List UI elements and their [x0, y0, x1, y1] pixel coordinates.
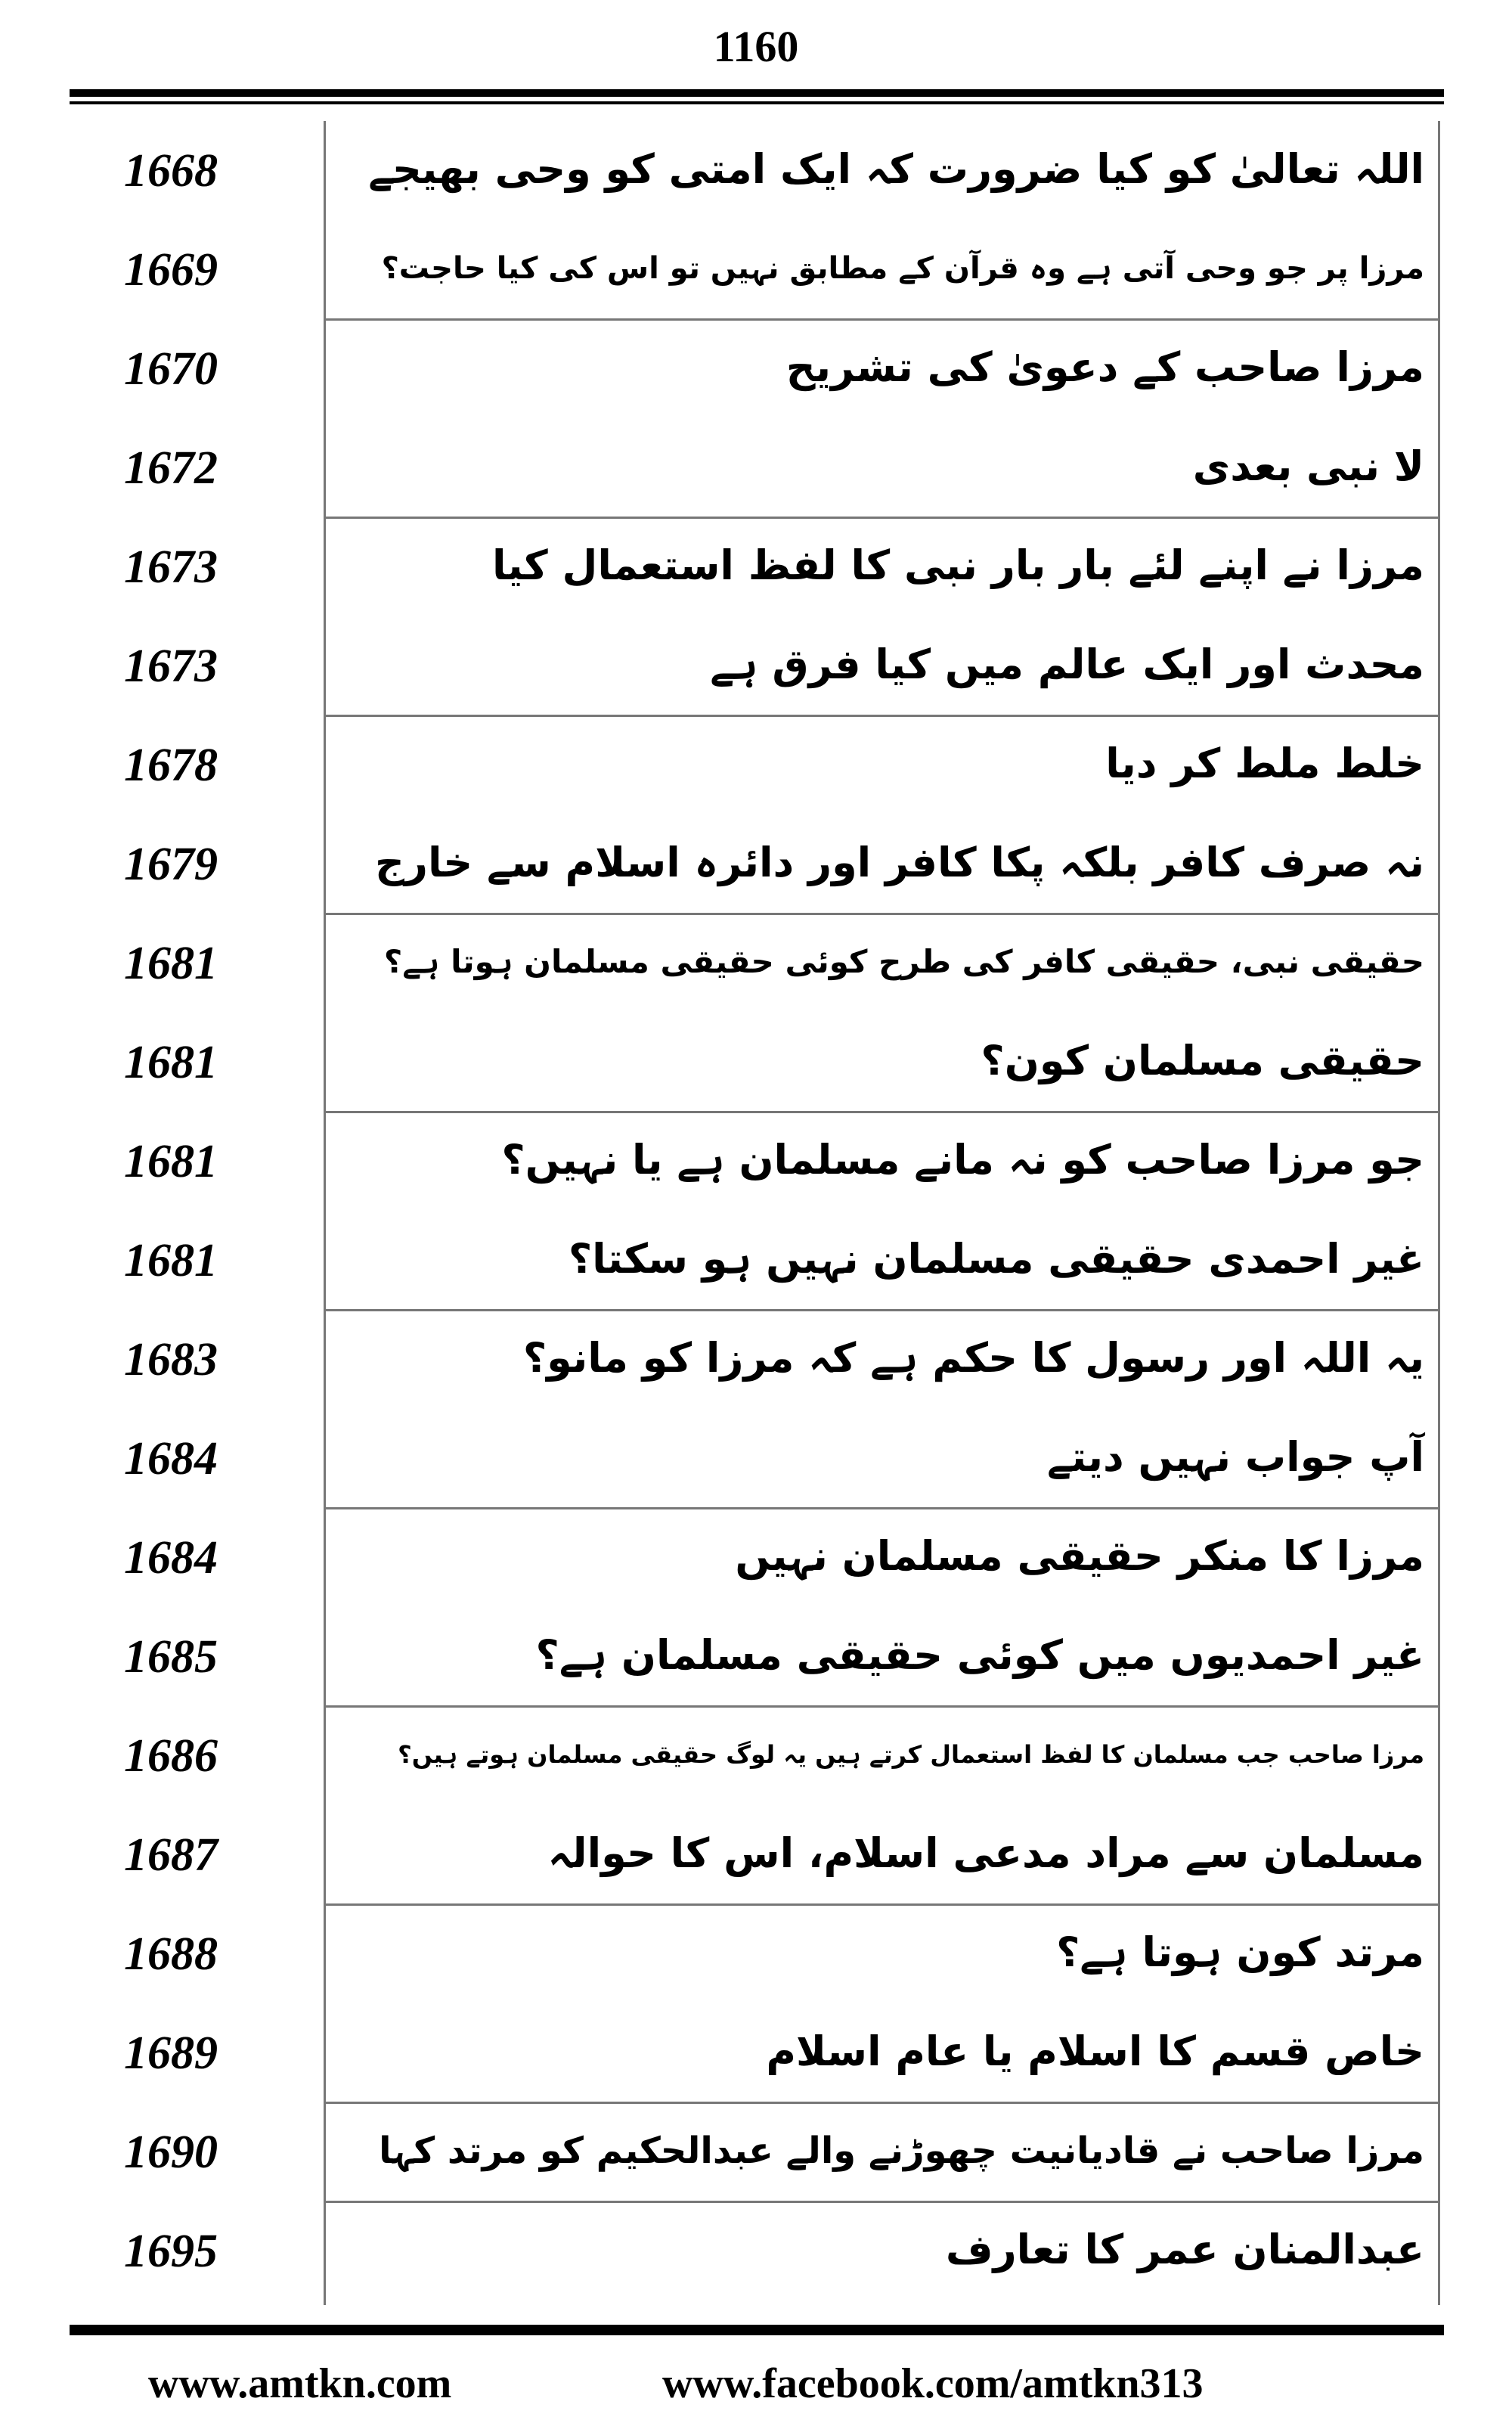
topic-title: مسلمان سے مراد مدعی اسلام، اس کا حوالہ — [547, 1829, 1424, 1877]
page-reference: 1668 — [124, 145, 218, 197]
index-row — [70, 1508, 1444, 1607]
topic-title: عبدالمنان عمر کا تعارف — [945, 2226, 1424, 2273]
index-row — [70, 715, 1444, 814]
page-reference: 1673 — [124, 541, 218, 593]
index-row — [70, 1211, 1444, 1310]
page-reference: 1670 — [124, 343, 218, 395]
index-row — [70, 616, 1444, 715]
topic-title: آپ جواب نہیں دیتے — [1047, 1433, 1424, 1481]
page-reference: 1684 — [124, 1532, 218, 1584]
index-group — [70, 1112, 1444, 1310]
topic-title: مرتد کون ہوتا ہے؟ — [1056, 1928, 1424, 1976]
page-reference: 1681 — [124, 938, 218, 989]
page-reference: 1686 — [124, 1730, 218, 1782]
topic-title: خاص قسم کا اسلام یا عام اسلام — [766, 2028, 1424, 2075]
index-row — [70, 2003, 1444, 2102]
page-reference: 1669 — [124, 244, 218, 296]
page-reference: 1673 — [124, 641, 218, 692]
index-row — [70, 1013, 1444, 1112]
index-group — [70, 1904, 1444, 2102]
index-group — [70, 2201, 1444, 2301]
index-row — [70, 814, 1444, 914]
index-group — [70, 517, 1444, 715]
topic-title: مرزا صاحب کے دعویٰ کی تشریح — [785, 343, 1424, 391]
page-reference: 1690 — [124, 2127, 218, 2178]
topic-title: اللہ تعالیٰ کو کیا ضرورت کہ ایک امتی کو وحی بھیجے — [368, 145, 1424, 193]
topic-title: مرزا صاحب جب مسلمان کا لفظ استعمال کرتے ہیں یہ لوگ حقیقی مسلمان ہوتے ہیں؟ — [398, 1740, 1424, 1769]
index-row — [70, 2201, 1444, 2301]
topic-title: محدث اور ایک عالم میں کیا فرق ہے — [710, 641, 1424, 688]
topic-title: حقیقی نبی، حقیقی کافر کی طرح کوئی حقیقی مسلمان ہوتا ہے؟ — [383, 943, 1424, 980]
page-reference: 1681 — [124, 1136, 218, 1187]
index-row — [70, 1805, 1444, 1904]
topic-title: مرزا کا منکر حقیقی مسلمان نہیں — [735, 1532, 1424, 1580]
topic-title: مرزا پر جو وحی آتی ہے وہ قرآن کے مطابق نہیں تو اس کی کیا حاجت؟ — [381, 251, 1424, 286]
index-row — [70, 2102, 1444, 2201]
index-group — [70, 1508, 1444, 1706]
index-row — [70, 1310, 1444, 1409]
index-row — [70, 418, 1444, 517]
page-reference: 1684 — [124, 1433, 218, 1485]
index-row — [70, 121, 1444, 220]
index-group — [70, 121, 1444, 319]
index-group — [70, 319, 1444, 517]
header-rule-thick — [70, 89, 1444, 97]
index-row — [70, 1607, 1444, 1706]
page-number: 1160 — [713, 22, 799, 71]
topic-title: خلط ملط کر دیا — [1105, 740, 1424, 787]
index-row — [70, 1409, 1444, 1508]
footer-facebook: www.facebook.com/amtkn313 — [662, 2360, 1204, 2407]
page-reference: 1685 — [124, 1631, 218, 1683]
topic-title: لا نبی بعدی — [1192, 442, 1424, 490]
topic-title: مرزا صاحب نے قادیانیت چھوڑنے والے عبدالحکیم کو مرتد کہا — [379, 2130, 1424, 2172]
index-row — [70, 1112, 1444, 1211]
page-reference: 1683 — [124, 1334, 218, 1385]
footer-website: www.amtkn.com — [148, 2360, 452, 2407]
index-row — [70, 1904, 1444, 2003]
page-reference: 1681 — [124, 1037, 218, 1088]
page-reference: 1681 — [124, 1235, 218, 1286]
index-group — [70, 715, 1444, 914]
index-row — [70, 220, 1444, 319]
page-reference: 1679 — [124, 839, 218, 890]
page-reference: 1689 — [124, 2028, 218, 2079]
index-group — [70, 2102, 1444, 2201]
topic-title: نہ صرف کافر بلکہ پکا کافر اور دائرہ اسلام سے خارج — [374, 839, 1424, 886]
header-rule-thin — [70, 101, 1444, 104]
topic-title: یہ اللہ اور رسول کا حکم ہے کہ مرزا کو مانو؟ — [522, 1334, 1424, 1382]
index-row — [70, 517, 1444, 616]
index-group — [70, 914, 1444, 1112]
topic-title: جو مرزا صاحب کو نہ مانے مسلمان ہے یا نہیں؟ — [501, 1136, 1424, 1184]
topic-title: غیر احمدی حقیقی مسلمان نہیں ہو سکتا؟ — [568, 1235, 1424, 1283]
page-reference: 1678 — [124, 740, 218, 791]
page-reference: 1688 — [124, 1928, 218, 1980]
index-row — [70, 1706, 1444, 1805]
index-row — [70, 914, 1444, 1013]
index-group — [70, 1310, 1444, 1508]
topic-title: حقیقی مسلمان کون؟ — [981, 1037, 1424, 1084]
page-reference: 1695 — [124, 2226, 218, 2277]
index-group — [70, 1706, 1444, 1904]
page-reference: 1672 — [124, 442, 218, 494]
index-row — [70, 319, 1444, 418]
index-table — [70, 121, 1444, 2305]
footer — [0, 2353, 1512, 2414]
page-reference: 1687 — [124, 1829, 218, 1881]
footer-rule — [70, 2325, 1444, 2335]
topic-title: مرزا نے اپنے لئے بار بار نبی کا لفظ استعمال کیا — [491, 541, 1424, 589]
topic-title: غیر احمدیوں میں کوئی حقیقی مسلمان ہے؟ — [535, 1631, 1424, 1679]
